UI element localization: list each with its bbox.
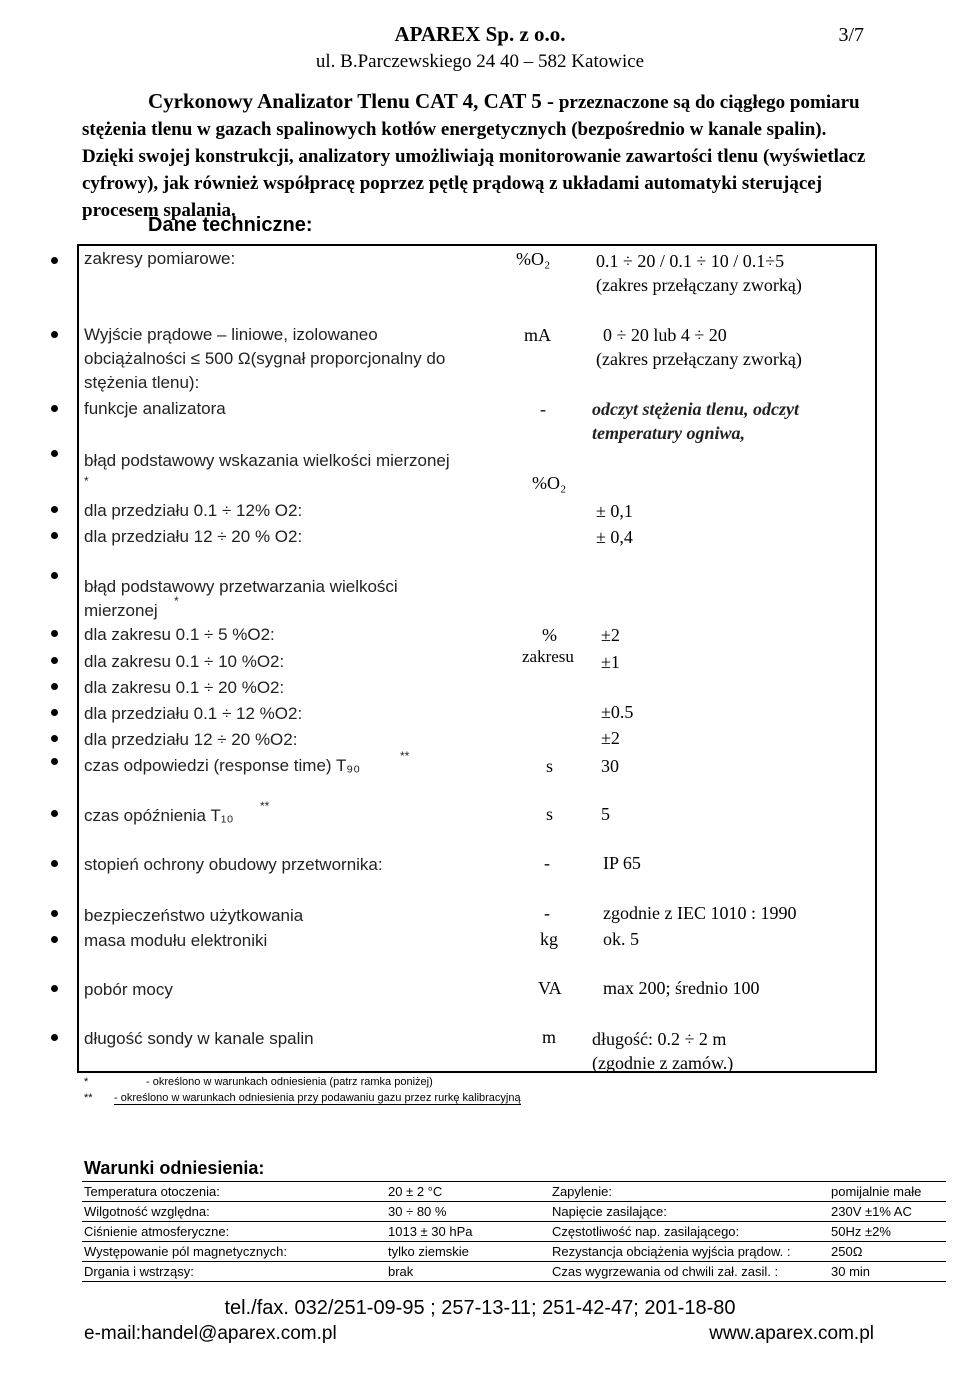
condition-label: Rezystancja obciążenia wyjścia prądow. : xyxy=(550,1242,829,1262)
bullet-icon xyxy=(51,709,58,716)
spec-value-note: (zakres przełączany zworką) xyxy=(596,275,802,295)
bullet-icon xyxy=(51,1034,58,1041)
condition-value: tylko ziemskie xyxy=(386,1242,550,1262)
spec-label: błąd podstawowy wskazania wielkości mierzonej xyxy=(84,451,450,470)
spec-value: długość: 0.2 ÷ 2 m xyxy=(592,1029,727,1049)
spec-label: mierzonej xyxy=(84,601,158,620)
bullet-icon xyxy=(51,810,58,817)
condition-value: 30 min xyxy=(829,1262,946,1282)
spec-value: ±2 xyxy=(601,625,620,645)
spec-label: bezpieczeństwo użytkowania xyxy=(84,906,304,925)
spec-unit: - xyxy=(540,399,546,419)
condition-value: 230V ±1% AC xyxy=(829,1202,946,1222)
condition-label: Występowanie pól magnetycznych: xyxy=(82,1242,386,1262)
spec-unit: %O₂ xyxy=(532,473,567,493)
spec-sub-label: dla zakresu 0.1 ÷ 5 %O2: xyxy=(84,625,275,644)
conditions-row xyxy=(82,1182,946,1202)
spec-sub-label: dla przedziału 0.1 ÷ 12 %O2: xyxy=(84,704,303,723)
spec-label: długość sondy w kanale spalin xyxy=(84,1029,314,1048)
condition-value: pomijalnie małe xyxy=(829,1182,946,1202)
spec-label: funkcje analizatora xyxy=(84,399,226,418)
conditions-row xyxy=(82,1262,946,1282)
spec-unit: zakresu xyxy=(522,647,574,666)
contact-email: e-mail:handel@aparex.com.pl xyxy=(84,1323,337,1344)
footnote-mark: * xyxy=(84,1076,89,1088)
spec-sub-label: dla zakresu 0.1 ÷ 10 %O2: xyxy=(84,652,285,671)
spec-label: czas odpowiedzi (response time) T₉₀ xyxy=(84,756,361,775)
conditions-row xyxy=(82,1242,946,1262)
spec-label: masa modułu elektroniki xyxy=(84,931,268,950)
condition-value: brak xyxy=(386,1262,550,1282)
spec-value: 0.1 ÷ 20 / 0.1 ÷ 10 / 0.1÷5 xyxy=(596,251,785,271)
footnote-text: - określono w warunkach odniesienia przy podawaniu gazu przez rurkę kalibracyjną xyxy=(114,1092,521,1104)
condition-label: Częstotliwość nap. zasilającego: xyxy=(550,1222,829,1242)
spec-value: 5 xyxy=(601,804,610,824)
bullet-icon xyxy=(51,331,58,338)
spec-sub-label: dla przedziału 0.1 ÷ 12% O2: xyxy=(84,501,303,520)
spec-value: ± 0,1 xyxy=(596,501,633,521)
conditions-row xyxy=(82,1202,946,1222)
bullet-icon xyxy=(51,630,58,637)
spec-label: czas opóźnienia T₁₀ xyxy=(84,806,234,825)
product-title: Cyrkonowy Analizator Tlenu CAT 4, CAT 5 - xyxy=(148,89,555,113)
footnote-mark: ** xyxy=(84,1092,93,1104)
spec-value-note: (zakres przełączany zworką) xyxy=(596,349,802,369)
spec-unit: VA xyxy=(538,978,562,998)
bullet-icon xyxy=(51,758,58,765)
spec-unit: kg xyxy=(540,929,558,949)
footnote-mark: ** xyxy=(260,799,270,813)
spec-value: ±0.5 xyxy=(601,702,634,722)
spec-value: max 200; średnio 100 xyxy=(603,978,760,998)
bullet-icon xyxy=(51,532,58,539)
spec-unit: - xyxy=(544,903,550,923)
spec-value-note: (zgodnie z zamów.) xyxy=(592,1053,734,1073)
footnote-mark: ** xyxy=(400,749,410,763)
spec-label: błąd podstawowy przetwarzania wielkości xyxy=(84,577,398,596)
spec-sub-label: dla przedziału 12 ÷ 20 %O2: xyxy=(84,730,298,749)
bullet-icon xyxy=(51,683,58,690)
spec-label: pobór mocy xyxy=(84,980,173,999)
spec-unit: % xyxy=(542,625,557,645)
spec-value: ±2 xyxy=(601,728,620,748)
bullet-icon xyxy=(51,910,58,917)
page-number: 3/7 xyxy=(838,24,864,46)
section-title: Dane techniczne: xyxy=(148,214,313,236)
spec-value: zgodnie z IEC 1010 : 1990 xyxy=(603,903,797,923)
condition-label: Wilgotność względna: xyxy=(82,1202,386,1222)
footnote-mark: * xyxy=(174,594,179,608)
bullet-icon xyxy=(51,572,58,579)
spec-unit: s xyxy=(546,804,554,824)
spec-unit: s xyxy=(546,756,554,776)
spec-value: ok. 5 xyxy=(603,929,639,949)
conditions-row xyxy=(82,1222,946,1242)
spec-value: ± 0,4 xyxy=(596,527,633,547)
intro-text: przeznaczone są do ciągłego pomiaru stężenia tlenu w gazach spalinowych kotłów energetycznych (bezpośrednio w kanale spalin). Dzięki swojej konstrukcji, analizatory umożliwiają monitorowanie zawartości tlenu (wyświetlacz cyfrowy), jak również współpracę poprzez pętlę prądową z układami automatyki sterującej procesem spalania. xyxy=(82,92,866,221)
company-name: APAREX Sp. z o.o. xyxy=(394,22,566,46)
spec-value-note: temperatury ogniwa, xyxy=(592,423,746,443)
bullet-icon xyxy=(51,506,58,513)
spec-value: 30 xyxy=(601,756,619,776)
condition-value: 250Ω xyxy=(829,1242,946,1262)
spec-label: stopień ochrony obudowy przetwornika: xyxy=(84,855,383,874)
condition-label: Napięcie zasilające: xyxy=(550,1202,829,1222)
spec-label: obciążalności ≤ 500 Ω(sygnał proporcjonalny do xyxy=(84,349,446,368)
intro-paragraph xyxy=(82,88,882,224)
spec-unit: %O₂ xyxy=(516,249,551,269)
contact-website: www.aparex.com.pl xyxy=(709,1323,874,1344)
condition-value: 30 ÷ 80 % xyxy=(386,1202,550,1222)
spec-sub-label: dla przedziału 12 ÷ 20 % O2: xyxy=(84,527,303,546)
bullet-icon xyxy=(51,985,58,992)
spec-unit: mA xyxy=(524,325,551,345)
condition-value: 1013 ± 30 hPa xyxy=(386,1222,550,1242)
bullet-icon xyxy=(51,735,58,742)
spec-unit: m xyxy=(542,1027,557,1047)
contact-phone: tel./fax. 032/251-09-95 ; 257-13-11; 251-42-47; 201-18-80 xyxy=(224,1297,736,1319)
bullet-icon xyxy=(51,860,58,867)
footnote-mark: * xyxy=(84,474,89,488)
spec-label: stężenia tlenu): xyxy=(84,373,200,392)
bullet-icon xyxy=(51,257,58,264)
condition-label: Ciśnienie atmosferyczne: xyxy=(82,1222,386,1242)
spec-value: 0 ÷ 20 lub 4 ÷ 20 xyxy=(603,325,727,345)
conditions-table xyxy=(82,1181,946,1282)
condition-label: Temperatura otoczenia: xyxy=(82,1182,386,1202)
company-address: ul. B.Parczewskiego 24 40 – 582 Katowice xyxy=(315,51,645,72)
spec-label: Wyjście prądowe – liniowe, izolowaneo xyxy=(84,325,378,344)
spec-value: odczyt stężenia tlenu, odczyt xyxy=(592,399,799,419)
spec-value: ±1 xyxy=(601,652,620,672)
bullet-icon xyxy=(51,405,58,412)
condition-value: 50Hz ±2% xyxy=(829,1222,946,1242)
condition-label: Zapylenie: xyxy=(550,1182,829,1202)
spec-sub-label: dla zakresu 0.1 ÷ 20 %O2: xyxy=(84,678,285,697)
condition-value: 20 ± 2 °C xyxy=(386,1182,550,1202)
spec-label: zakresy pomiarowe: xyxy=(84,249,236,268)
conditions-title: Warunki odniesienia: xyxy=(84,1158,265,1178)
bullet-icon xyxy=(51,657,58,664)
spec-unit: - xyxy=(544,853,550,873)
condition-label: Drgania i wstrząsy: xyxy=(82,1262,386,1282)
condition-label: Czas wygrzewania od chwili zał. zasil. : xyxy=(550,1262,829,1282)
bullet-icon xyxy=(51,450,58,457)
footnote-text: - określono w warunkach odniesienia (patrz ramka poniżej) xyxy=(146,1076,433,1088)
spec-value: IP 65 xyxy=(603,853,641,873)
bullet-icon xyxy=(51,936,58,943)
